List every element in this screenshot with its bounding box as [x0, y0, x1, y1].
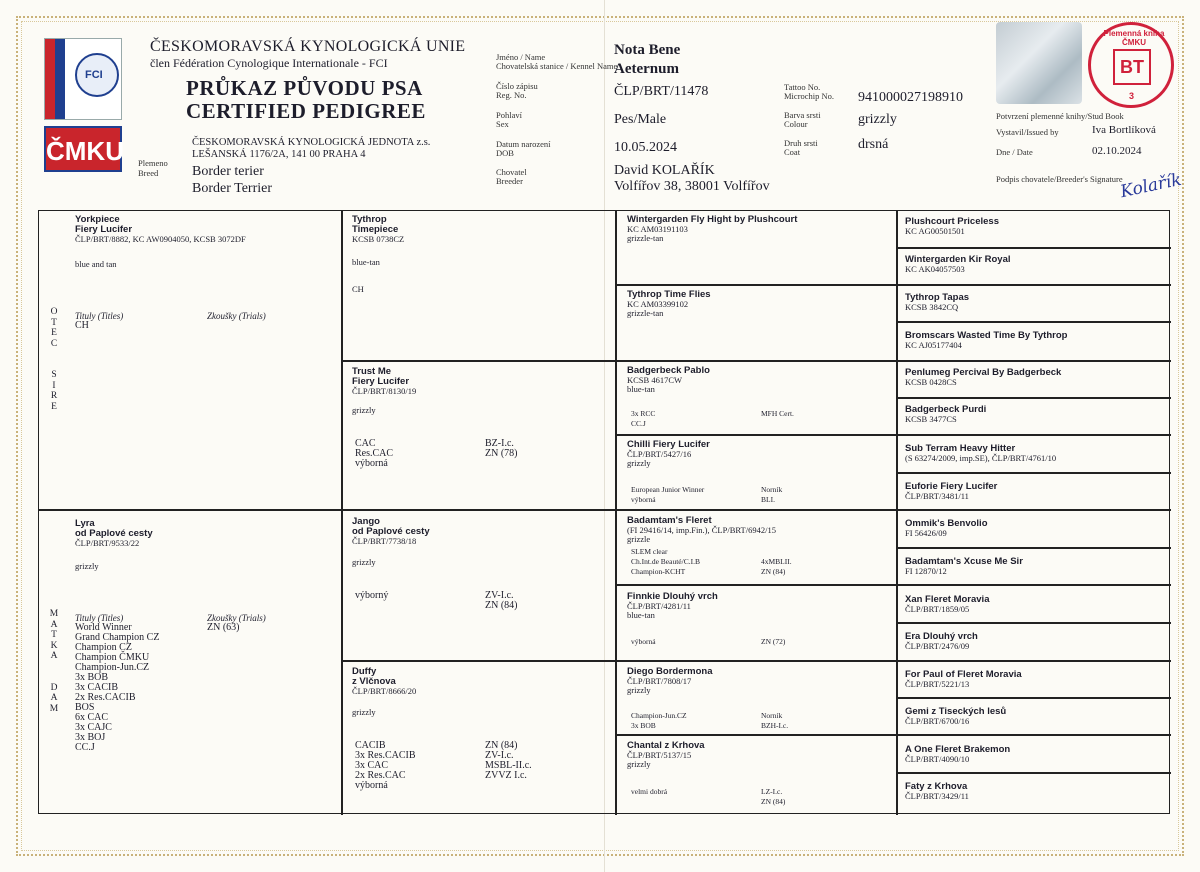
gen2-cell-3-trials: ZV-I.c. ZN (84) [485, 590, 518, 611]
org-membership: člen Fédération Cynologique Internationale - FCI [150, 56, 388, 70]
gen3-cell-5-titles: SLEM clear Ch.Int.de Beauté/C.I.B Champion-KCHT [631, 547, 700, 576]
fci-logo [44, 38, 122, 120]
gen3-cell-6-trials: ZN (72) [761, 637, 786, 646]
gen3-cell-6-titles: výborná [631, 637, 656, 646]
gen4-cell-4: Bromscars Wasted Time By Tythrop KC AJ05177404 [905, 330, 1068, 350]
breeder-label-en: Breeder [496, 176, 523, 186]
sex-label-cz: Pohlaví [496, 110, 522, 120]
gen3-cell-3-titles: 3x RCC CC.J [631, 409, 656, 428]
gen3-cell-3: Badgerbeck Pablo KCSB 4617CW blue-tan [627, 365, 710, 394]
sire-titles-label: Tituly (Titles) [75, 311, 124, 321]
cmku-logo: ČMKU [44, 126, 122, 172]
jednota-address: LEŠANSKÁ 1176/2A, 141 00 PRAHA 4 [192, 149, 366, 160]
gen3-cell-6: Finnkie Dlouhý vrch ČLP/BRT/4281/11 blue-tan [627, 591, 718, 620]
pedigree-table [38, 210, 1170, 814]
dog-sex: Pes/Male [614, 112, 667, 127]
breed-cz: Border terier [192, 164, 264, 179]
dam-trials-label: Zkoušky (Trials) [207, 613, 266, 623]
dam-titles-list: World Winner Grand Champion CZ Champion CZ Champion ČMKU Champion-Jun.CZ 3x BOB 3x CACIB 2x Res.CACIB BOS 6x CAC 3x CAJC 3x BOJ CC.J [75, 622, 160, 753]
gen3-cell-8-titles: velmi dobrá [631, 787, 668, 796]
studbook-stamp: Plemenná kniha ČMKU BT 3 [1088, 22, 1174, 108]
breeder-address: Volfířov 38, 38001 Volfířov [614, 179, 770, 194]
gen3-cell-5: Badamtam's Fleret (FI 29416/14, imp.Fin.), ČLP/BRT/6942/15 grizzle [627, 515, 776, 544]
coat-label-cz: Druh srsti [784, 138, 818, 148]
dob-label-en: DOB [496, 148, 514, 158]
gen4-cell-6: Badgerbeck Purdi KCSB 3477CS [905, 404, 987, 424]
gen3-cell-4: Chilli Fiery Lucifer ČLP/BRT/5427/16 grizzly [627, 439, 710, 468]
gen4-cell-11: Xan Fleret Moravia ČLP/BRT/1859/05 [905, 594, 990, 614]
logo-block [44, 38, 122, 178]
gen4-cell-14: Gemi z Tiseckých lesů ČLP/BRT/6700/16 [905, 706, 1007, 726]
gen3-cell-7: Diego Bordermona ČLP/BRT/7808/17 grizzly [627, 666, 713, 695]
issued-by: Iva Bortlíková [1092, 124, 1156, 136]
issue-date: 02.10.2024 [1092, 145, 1142, 157]
coat-label-en: Coat [784, 147, 801, 157]
colour-label-cz: Barva srsti [784, 110, 821, 120]
sex-label-en: Sex [496, 119, 509, 129]
gen4-cell-12: Era Dlouhý vrch ČLP/BRT/2476/09 [905, 631, 978, 651]
breeder-signature: Kolařík [1118, 169, 1184, 203]
hologram-icon [996, 22, 1082, 104]
gen3-cell-4-titles: European Junior Winner výborná [631, 485, 705, 504]
gen3-cell-7-trials: Norník BZH-I.c. [761, 711, 789, 730]
reg-label-cz: Číslo zápisu [496, 81, 538, 91]
gen4-cell-16: Faty z Krhova ČLP/BRT/3429/11 [905, 781, 969, 801]
sire-trials-label: Zkoušky (Trials) [207, 311, 266, 321]
breeder-name: David KOLAŘÍK [614, 163, 715, 178]
issued-label: Vystavil/Issued by [996, 127, 1059, 137]
signature-label: Podpis chovatele/Breeder's Signature [996, 174, 1123, 184]
name-label-cz: Jméno / Name [496, 52, 546, 62]
name-label-en: Chovatelská stanice / Kennel Name [496, 61, 618, 71]
gen2-cell-3-titles: výborný [355, 590, 389, 601]
gen3-cell-5-trials: 4xMBLII. ZN (84) [761, 557, 792, 576]
jednota-name: ČESKOMORAVSKÁ KYNOLOGICKÁ JEDNOTA z.s. [192, 137, 431, 148]
gen2-cell-2-trials: BZ-I.c. ZN (78) [485, 438, 518, 459]
dog-name-1: Nota Bene [614, 42, 681, 58]
title-en: CERTIFIED PEDIGREE [186, 99, 426, 123]
gen4-cell-5: Penlumeg Percival By Badgerbeck KCSB 0428CS [905, 367, 1062, 387]
gen4-cell-9: Ommik's Benvolio FI 56426/09 [905, 518, 988, 538]
gen4-cell-13: For Paul of Fleret Moravia ČLP/BRT/5221/13 [905, 669, 1022, 689]
dam-cell: Lyra od Paplové cesty ČLP/BRT/9533/22 grizzly [75, 518, 153, 571]
microchip: 941000027198910 [858, 90, 963, 105]
gen3-cell-8-trials: LZ-I.c. ZN (84) [761, 787, 786, 806]
gen3-cell-4-trials: Norník BLI. [761, 485, 783, 504]
breeder-label-cz: Chovatel [496, 167, 527, 177]
reg-label-en: Reg. No. [496, 90, 527, 100]
tattoo-label-en: Microchip No. [784, 91, 835, 101]
breed-label-en: Breed [138, 168, 159, 178]
gen2-cell-4-titles: CACIB 3x Res.CACIB 3x CAC 2x Res.CAC výborná [355, 740, 416, 791]
gen2-cell-2-titles: CAC Res.CAC výborná [355, 438, 394, 469]
dog-dob: 10.05.2024 [614, 140, 677, 155]
gen4-cell-2: Wintergarden Kir Royal KC AK04057503 [905, 254, 1011, 274]
gen2-cell-4-trials: ZN (84) ZV-I.c. MSBL-II.c. ZVVZ I.c. [485, 740, 532, 781]
sire-titles: CH [75, 320, 89, 331]
gen2-cell-2: Trust Me Fiery Lucifer ČLP/BRT/8130/19 grizzly [352, 366, 417, 415]
gen3-cell-8: Chantal z Krhova ČLP/BRT/5137/15 grizzly [627, 740, 705, 769]
sire-side-label: O T E C S I R E [50, 307, 58, 412]
gen3-cell-7-titles: Champion-Jun.CZ 3x BOB [631, 711, 687, 730]
gen2-cell-1: Tythrop Timepiece KCSB 0738CZ blue-tan CH [352, 214, 405, 294]
gen4-cell-8: Euforie Fiery Lucifer ČLP/BRT/3481/11 [905, 481, 998, 501]
studbook-label: Potvrzení plemenné knihy/Stud Book [996, 111, 1124, 121]
gen4-cell-7: Sub Terram Heavy Hitter (S 63274/2009, imp.SE), ČLP/BRT/4761/10 [905, 443, 1057, 463]
dam-side-label: M A T K A D A M [49, 609, 59, 714]
gen4-cell-10: Badamtam's Xcuse Me Sir FI 12870/12 [905, 556, 1023, 576]
org-name: ČESKOMORAVSKÁ KYNOLOGICKÁ UNIE [150, 38, 466, 55]
gen4-cell-1: Plushcourt Priceless KC AG00501501 [905, 216, 999, 236]
dog-name-2: Aeternum [614, 61, 679, 77]
dam-trials: ZN (63) [207, 622, 240, 633]
gen4-cell-15: A One Fleret Brakemon ČLP/BRT/4090/10 [905, 744, 1011, 764]
colour-label-en: Colour [784, 119, 808, 129]
dog-coat: drsná [858, 137, 889, 152]
gen3-cell-1: Wintergarden Fly Hight by Plushcourt KC AM03191103 grizzle-tan [627, 214, 798, 243]
date-label: Dne / Date [996, 147, 1033, 157]
dog-reg: ČLP/BRT/11478 [614, 84, 709, 99]
gen4-cell-3: Tythrop Tapas KCSB 3842CQ [905, 292, 970, 312]
dam-titles-label: Tituly (Titles) [75, 613, 124, 623]
tattoo-label-cz: Tattoo No. [784, 82, 821, 92]
sire-cell: Yorkpiece Fiery Lucifer ČLP/BRT/8882, KC AW0904050, KCSB 3072DF blue and tan [75, 214, 246, 269]
gen3-cell-2: Tythrop Time Flies KC AM03399102 grizzle-tan [627, 289, 711, 318]
globe-icon: FCI [75, 53, 119, 97]
dog-colour: grizzly [858, 112, 897, 127]
breed-en: Border Terrier [192, 181, 273, 196]
gen2-cell-4: Duffy z Vlčnova ČLP/BRT/8666/20 grizzly [352, 666, 417, 717]
dob-label-cz: Datum narození [496, 139, 551, 149]
gen2-cell-3: Jango od Paplové cesty ČLP/BRT/7738/18 grizzly [352, 516, 430, 567]
gen3-cell-3-trials: MFH Cert. [761, 409, 794, 418]
title-cz: PRŮKAZ PŮVODU PSA [186, 76, 423, 100]
breed-label-cz: Plemeno [138, 158, 168, 168]
